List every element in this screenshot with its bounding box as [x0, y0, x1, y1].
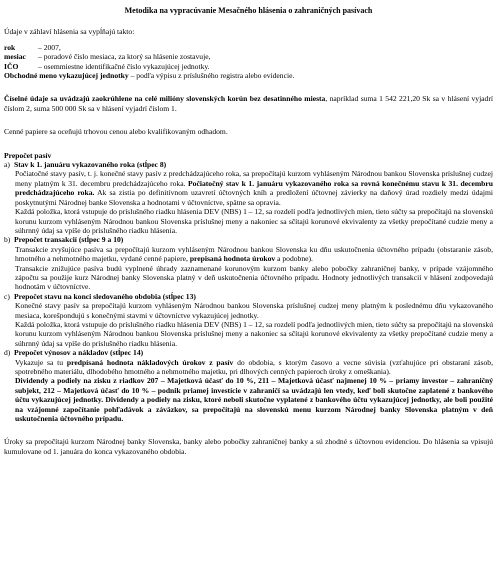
field-ico-value: – osemmiestne identifikačné číslo vykazujúcej jednotky. [38, 61, 210, 71]
section-d-p1-bold: predpísaná hodnota nákladových úrokov z pasív [66, 357, 234, 367]
section-c-paragraph-1: Konečné stavy pasív sa prepočítajú kurzom vyhláseným Národnou bankou Slovenska príslušnej cudzej meny platným k poslednému dňu vykazovaného mesiaca, korešpondujú s konečnými stavmi v účtovníctve vykazujúcej jednotky. [15, 301, 493, 320]
field-mesiac [4, 52, 493, 61]
section-b-p1-tail: a podobne). [275, 254, 313, 264]
section-c [4, 292, 493, 348]
field-ico-key: IČO [4, 61, 19, 71]
field-rok-value: – 2007, [38, 42, 61, 52]
section-b-p1-bold: prepisaná hodnota úrokov [189, 254, 276, 264]
section-d-paragraph-1 [15, 358, 493, 377]
field-ico [4, 62, 493, 71]
prepocet-pasiv-heading: Prepočet pasív [4, 150, 52, 160]
section-a-p1-text: Počiatočné stavy pasív, t. j. konečné stavy pasív z predchádzajúceho roka, sa prepočítajú kurzom vyhláseným Národnou bankou Slovenska príslušnej cudzej meny platným k 31. decembru predchádzajúceho roka. [15, 169, 493, 188]
section-c-heading [4, 292, 493, 301]
section-b [4, 235, 493, 291]
field-rok [4, 43, 493, 52]
section-a-p1-bold: Počiatočný stav k 1. januáru vykazovaného roka sa rovná konečnému stavu k 31. decembru predchádzajúceho roka. [15, 178, 493, 198]
section-b-heading [4, 235, 493, 244]
section-a-p1-tail: Ak sa zistia po definitívnom uzavretí účtovných kníh a predložení účtovnej závierky na daňový úrad rozdiely medzi údajmi poskytnutými Národnej banke Slovenska a hodnotami v účtovníctve, spätne sa opravia. [15, 188, 493, 207]
section-b-p1-text: Transakcie zvyšujúce pasíva sa prepočítajú kurzom vyhláseným Národnou bankou Slovenska ku dňu uskutočnenia účtovného prípadu (obstaranie zásob, hmotného a nehmotného majetku, vydané cenné papiere, [15, 244, 493, 264]
section-c-marker: c) [4, 291, 10, 301]
field-mesiac-key: mesiac [4, 52, 26, 62]
section-c-title: Prepočet stavu na konci sledovaného obdobia (stĺpec 13) [14, 291, 196, 301]
section-b-paragraph-2: Transakcie znižujúce pasíva budú vyplnené úhrady zaznamenané korunovým kurzom banky alebo pobočky zahraničnej banky, v prípade vzájomného zápočtu sa použije kurz Národnej banky Slovenska platný v deň uskutočnenia účtovného prípadu. Hodnoty jednotlivých transakcií v hlásení zodpovedajú hodnotám v účtovníctve. [15, 263, 493, 292]
obchodne-meno-line [4, 71, 493, 80]
section-d-p1-text: Vykazuje sa tu [15, 357, 67, 367]
section-a [4, 160, 493, 235]
section-d-p1-tail: do obdobia, s ktorým časovo a vecne súvisia (vzťahujúce pri obstaraní zásob, spotrebného materiálu, dlhodobého hmotného a nehmotného majetku, pri dlhových cenných papieroch úroky z omeškania). [15, 357, 493, 376]
ciselne-udaje-text: , napríklad suma 1 542 221,20 Sk sa v hlásení vyjadrí číslom 2, suma 500 000 Sk sa v hlásení vyjadrí číslom 1. [4, 94, 493, 113]
intro-text: Údaje v záhlaví hlásenia sa vypĺňajú takto: [4, 27, 135, 37]
section-d-heading [4, 348, 493, 357]
section-a-paragraph-1 [15, 169, 493, 207]
section-d-marker: d) [4, 348, 11, 358]
section-d [4, 348, 493, 423]
section-a-title: Stav k 1. januáru vykazovaného roka (stĺpec 8) [14, 160, 167, 170]
obchodne-meno-label: Obchodné meno vykazujúcej jednotky [4, 71, 129, 81]
section-b-paragraph-1 [15, 245, 493, 264]
section-b-marker: b) [4, 235, 11, 245]
ciselne-udaje-paragraph [4, 94, 493, 113]
obchodne-meno-text: – podľa výpisu z príslušného registra alebo evidencie. [128, 71, 295, 81]
ciselne-udaje-bold: Číselné údaje sa uvádzajú zaokrúhlene na celé milióny slovenských korún bez desatinného miesta [4, 94, 326, 104]
closing-paragraph: Úroky sa prepočítajú kurzom Národnej banky Slovenska, banky alebo pobočky zahraničnej banky a sú zhodné s účtovnou evidenciou. Do hlásenia sa vpisujú kumulovane od 1. januára do konca vykazovaného obdobia. [4, 437, 493, 456]
section-d-paragraph-2: Dividendy a podiely na zisku z riadkov 207 – Majetková účasť do 10 %, 211 – Majetková účasť najmenej 10 % – priamy investor – zahraničný subjekt, 212 – Majetková účasť do 10 % – podnik priamej investície v zahraničí sa uvádzajú len vtedy, keď boli skutočne zaplatené z bankového účtu vykazujúcej jednotky. Dividendy a podiely na zisku, ktoré neboli skutočne vyplatené z bankového účtu vykazujúcej jednotky, ale boli použité na vzájomné započítanie pohľadávok a záväzkov, sa prepočítajú na slovenskú menu kurzom Národnej banky Slovenska platným v deň uskutočnenia účtovného prípadu. [15, 376, 493, 424]
section-a-paragraph-2: Každá položka, ktorá vstupuje do príslušného riadku hlásenia DEV (NBS) 1 – 12, sa rozdelí podľa jednotlivých mien, tieto súčty sa prepočítajú na slovenskú korunu kurzom vyhláseným Národnou bankou Slovenska príslušnej meny a nakoniec sa sčítajú korunové ekvivalenty za všetky prepočítané cudzie meny a súhrnný údaj sa vpíše do príslušného riadku hlásenia. [15, 207, 493, 235]
section-a-marker: a) [4, 160, 10, 170]
page-title: Metodika na vypracúvanie Mesačného hlásenia o zahraničných pasívach [124, 6, 373, 15]
section-c-paragraph-2: Každá položka, ktorá vstupuje do príslušného riadku hlásenia DEV (NBS) 1 – 12, sa rozdelí podľa jednotlivých mien, tieto súčty sa prepočítajú na slovenskú korunu kurzom vyhláseným Národnou bankou Slovenska príslušnej meny a nakoniec sa sčítajú korunové ekvivalenty za všetky prepočítané cudzie meny a súhrnný údaj sa vpíše do príslušného riadku hlásenia. [15, 319, 493, 348]
section-b-title: Prepočet transakcií (stĺpec 9 a 10) [14, 235, 124, 245]
field-rok-key: rok [4, 42, 16, 52]
field-mesiac-value: – poradové číslo mesiaca, za ktorý sa hlásenie zostavuje, [38, 52, 211, 62]
section-a-heading [4, 160, 493, 169]
section-d-title: Prepočet výnosov a nákladov (stĺpec 14) [14, 348, 144, 358]
cenne-papiere-paragraph: Cenné papiere sa oceňujú trhovou cenou alebo kvalifikovaným odhadom. [4, 127, 228, 137]
